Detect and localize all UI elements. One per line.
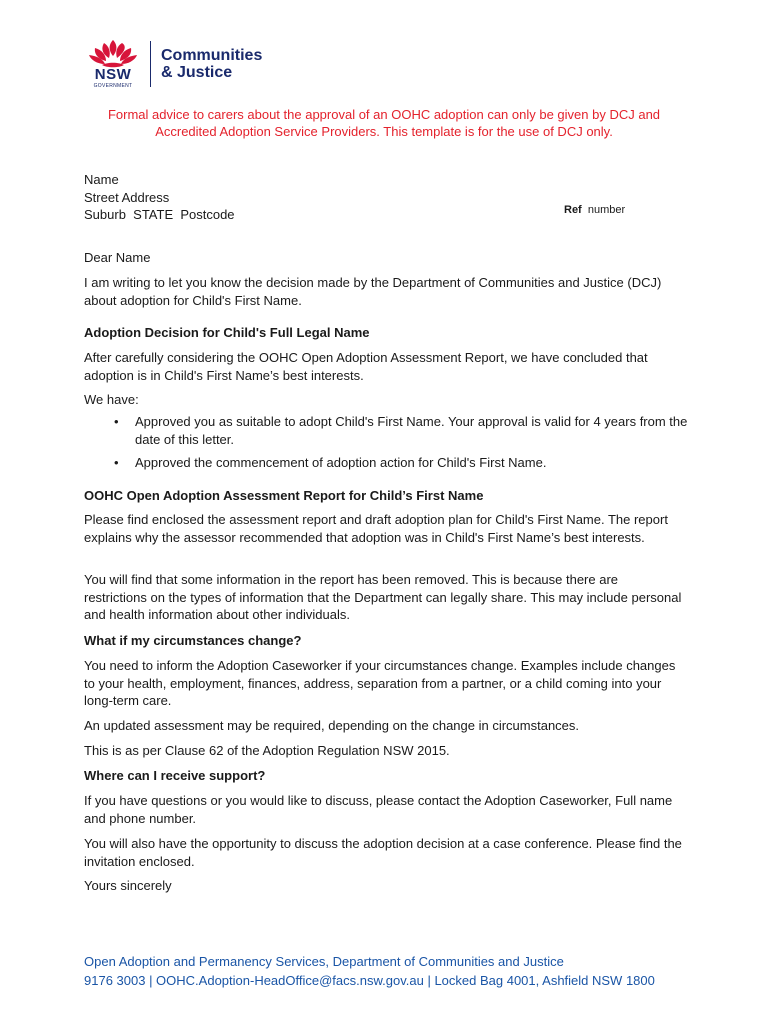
ref-label: Ref (564, 204, 582, 216)
template-notice: Formal advice to carers about the approval of an OOHC adoption can only be given by DCJ and Accredited Adoption Service Providers. This template is for the use of DCJ only. (107, 107, 661, 139)
footer (84, 952, 724, 990)
list-item-text: Approved the commencement of adoption action for Child's First Name. (135, 455, 547, 470)
ref-value: number (587, 204, 626, 216)
list-item (84, 413, 694, 448)
section4-paragraph-1: If you have questions or you would like to discuss, please contact the Adoption Caseworker, Full name and phone number. (84, 793, 673, 826)
section1-heading: Adoption Decision for Child's Full Legal Name (84, 325, 370, 340)
section3-paragraph-1: You need to inform the Adoption Caseworker if your circumstances change. Examples include changes to your health, employment, finances, address, separation from a partner, or a child coming into your long-term care. (84, 658, 676, 708)
reference (564, 204, 625, 216)
intro-paragraph: I am writing to let you know the decision made by the Department of Communities and Justice (DCJ) about adoption for Child's First Name. (84, 275, 662, 308)
logo-divider (150, 41, 151, 87)
waratah-icon (84, 38, 142, 68)
section2-paragraph-1: Please find enclosed the assessment report and draft adoption plan for Child's First Name. The report explains why the assessor recommended that adoption was in Child's First Name’s best interests. (84, 512, 668, 545)
recipient-locality: Suburb STATE Postcode (84, 207, 235, 222)
section3-paragraph-2: An updated assessment may be required, depending on the change in circumstances. (84, 718, 580, 733)
recipient-name: Name (84, 172, 119, 187)
brand-name (161, 47, 262, 81)
list-item (84, 454, 694, 472)
section2-paragraph-2: You will find that some information in the report has been removed. This is because there are restrictions on the types of information that the Department can legally share. This may include personal and health information about other individuals. (84, 572, 682, 622)
decision-list (84, 413, 694, 478)
salutation: Dear Name (84, 250, 151, 265)
footer-line-1: Open Adoption and Permanency Services, Department of Communities and Justice (84, 954, 564, 969)
brand-line-1: Communities (161, 47, 263, 64)
section4-paragraph-2: You will also have the opportunity to discuss the adoption decision at a case conference. Please find the invitation enclosed. (84, 836, 682, 869)
nsw-wordmark: NSW (94, 66, 132, 83)
section2-heading: OOHC Open Adoption Assessment Report for Child’s First Name (84, 488, 484, 503)
nsw-government-label: GOVERNMENT (93, 83, 133, 89)
list-item-text: Approved you as suitable to adopt Child's First Name. Your approval is valid for 4 years from the date of this letter. (135, 414, 688, 447)
bullet-icon: • (114, 455, 119, 470)
section1-paragraph: After carefully considering the OOHC Open Adoption Assessment Report, we have concluded that adoption is in Child's First Name’s best interests. (84, 350, 648, 383)
section3-heading: What if my circumstances change? (84, 633, 302, 648)
section3-paragraph-3: This is as per Clause 62 of the Adoption Regulation NSW 2015. (84, 743, 450, 758)
brand-line-2: & Justice (161, 64, 233, 81)
signoff: Yours sincerely (84, 878, 172, 893)
footer-line-2: 9176 3003 | OOHC.Adoption-HeadOffice@facs.nsw.gov.au | Locked Bag 4001, Ashfield NSW 1800 (84, 973, 655, 988)
section4-heading: Where can I receive support? (84, 768, 266, 783)
nsw-waratah-logo (84, 38, 142, 90)
nsw-communities-justice-logo (84, 38, 262, 90)
section1-lead: We have: (84, 392, 139, 407)
recipient-street: Street Address (84, 189, 170, 205)
bullet-icon: • (114, 414, 119, 429)
